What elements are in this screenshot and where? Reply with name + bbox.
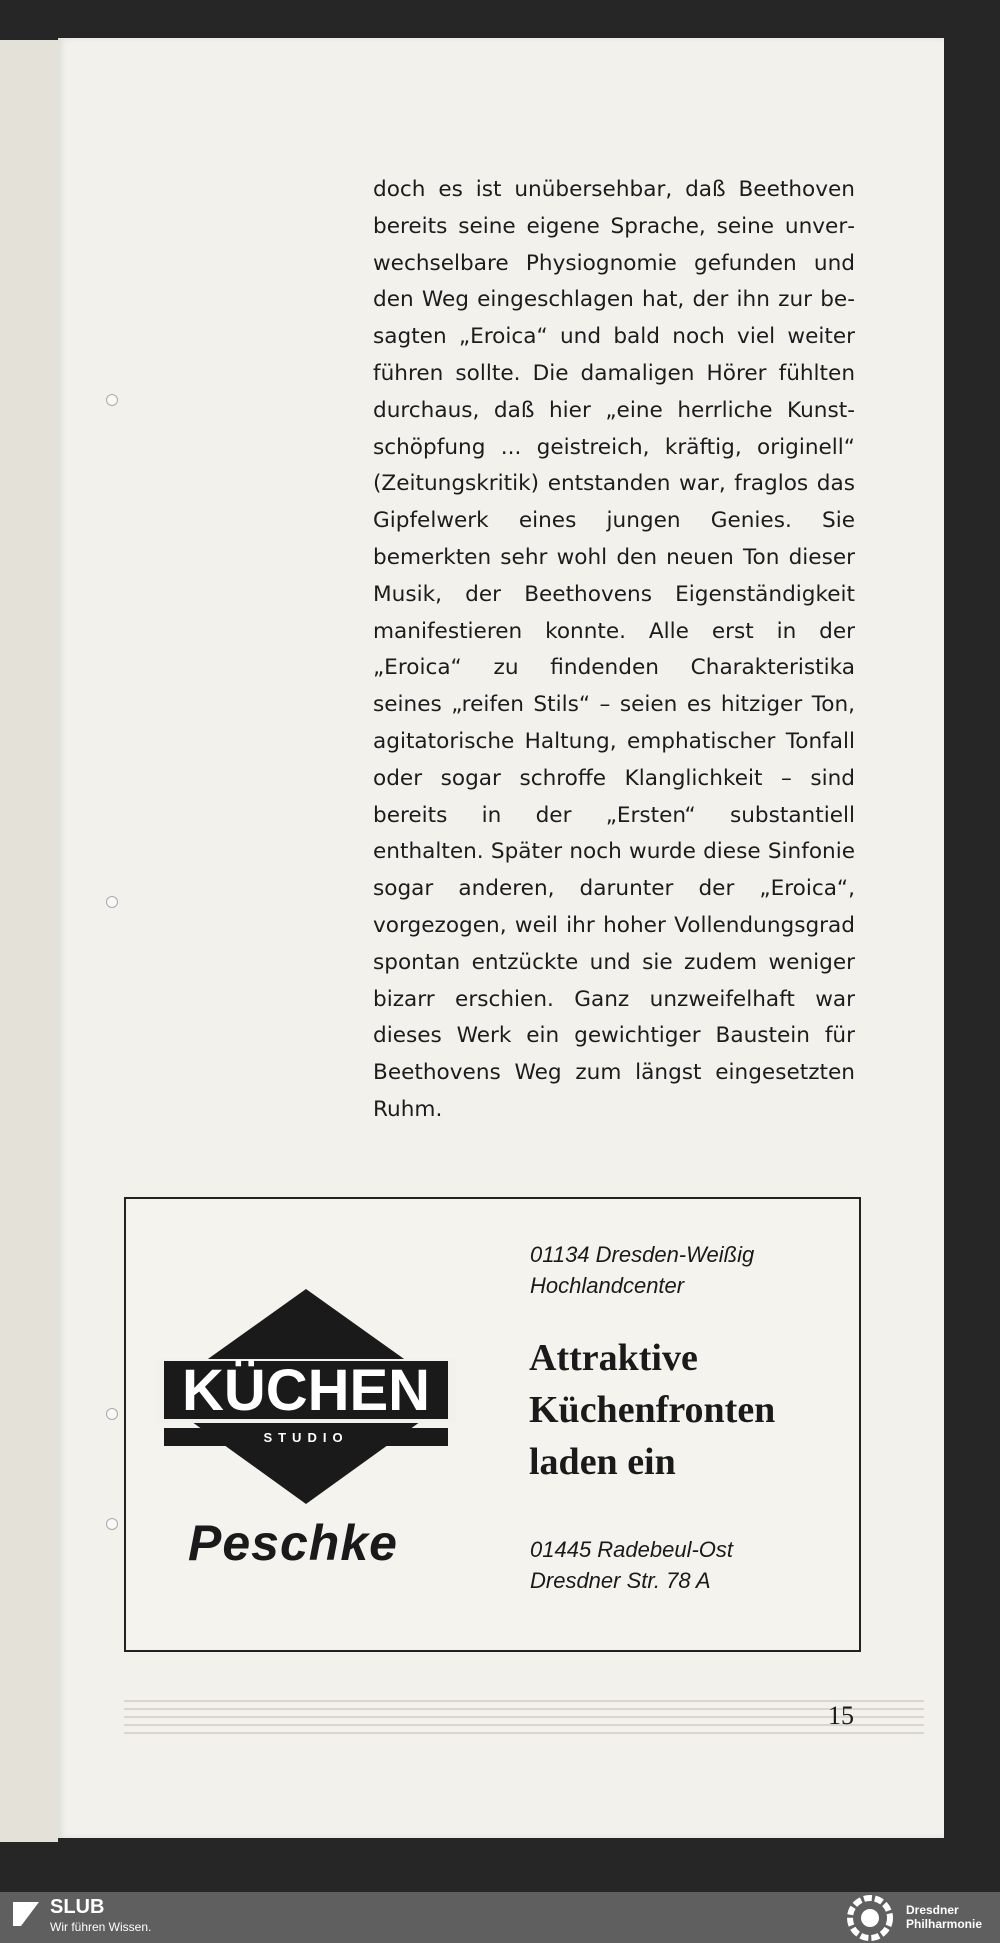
slogan-line: laden ein <box>529 1441 676 1483</box>
library-tagline: Wir führen Wissen. <box>50 1920 152 1934</box>
partner-name-line: Philharmonie <box>906 1917 983 1931</box>
viewer-footer-bar <box>0 1892 1000 1943</box>
article-body: doch es ist unübersehbar, daß Beethoven bereits seine eigene Sprache, seine unverwechselbare Physiognomie gefunden und den Weg eingeschlagen hat, der ihn zur besagten „Eroica“ und bald noch viel weiter führen sollte. Die damaligen Hörer fühlten durchaus, daß hier „eine herrliche Kunstschöpfung ... geistreich, kräftig, originell“ (Zeitungskritik) entstanden war, fraglos das Gipfelwerk eines jungen Genies. Sie bemerkten sehr wohl den neuen Ton dieser Musik, der Beethovens Eigenständigkeit manifestieren konnte. Alle erst in der „Eroica“ zu findenden Charakteristika seines „reifen Stils“ – seien es hitziger Ton, agitatorische Haltung, emphatischer Tonfall oder sogar schroffe Klanglichkeit – sind bereits in der „Ersten“ substantiell enthalten. Später noch wurde diese Sinfonie sogar anderen, darunter der „Eroica“, vorgezogen, weil ihr hoher Vollendungsgrad spontan entzückte und sie zudem weniger bizarr erschien. Ganz unzweifelhaft war dieses Werk ein gewichtiger Baustein für Beethovens Weg zum längst eingesetzten Ruhm. <box>373 177 855 1122</box>
slub-logo-icon <box>13 1900 41 1928</box>
philharmonie-logo-icon <box>842 1895 898 1941</box>
binding-hole <box>106 394 118 406</box>
partner-name <box>906 1903 982 1931</box>
brand-name: Peschke <box>188 1515 398 1571</box>
address-line: 01445 Radebeul-Ost <box>530 1537 734 1562</box>
kitchen-studio-advertisement <box>124 1197 861 1652</box>
page-number: 15 <box>828 1701 854 1730</box>
logo-sub-word: STUDIO <box>263 1430 349 1445</box>
library-name: SLUB <box>50 1896 105 1918</box>
music-staff-decoration <box>124 1695 924 1735</box>
slogan-line: Küchenfronten <box>529 1389 776 1431</box>
partner-name-line: Dresdner <box>906 1903 959 1917</box>
address-line: Dresdner Str. 78 A <box>530 1568 711 1593</box>
kuechen-studio-logo <box>156 1289 456 1504</box>
left-page-edge <box>0 40 58 1842</box>
slogan-line: Attraktive <box>529 1337 698 1379</box>
binding-hole <box>106 1518 118 1530</box>
address-line: Hochlandcenter <box>530 1273 685 1298</box>
address-radebeul <box>530 1534 733 1596</box>
logo-word: KÜCHEN <box>181 1358 431 1423</box>
address-dresden-weissig <box>530 1239 754 1301</box>
ad-slogan <box>529 1332 775 1488</box>
address-line: 01134 Dresden-Weißig <box>530 1242 755 1267</box>
binding-hole <box>106 1408 118 1420</box>
binding-hole <box>106 896 118 908</box>
